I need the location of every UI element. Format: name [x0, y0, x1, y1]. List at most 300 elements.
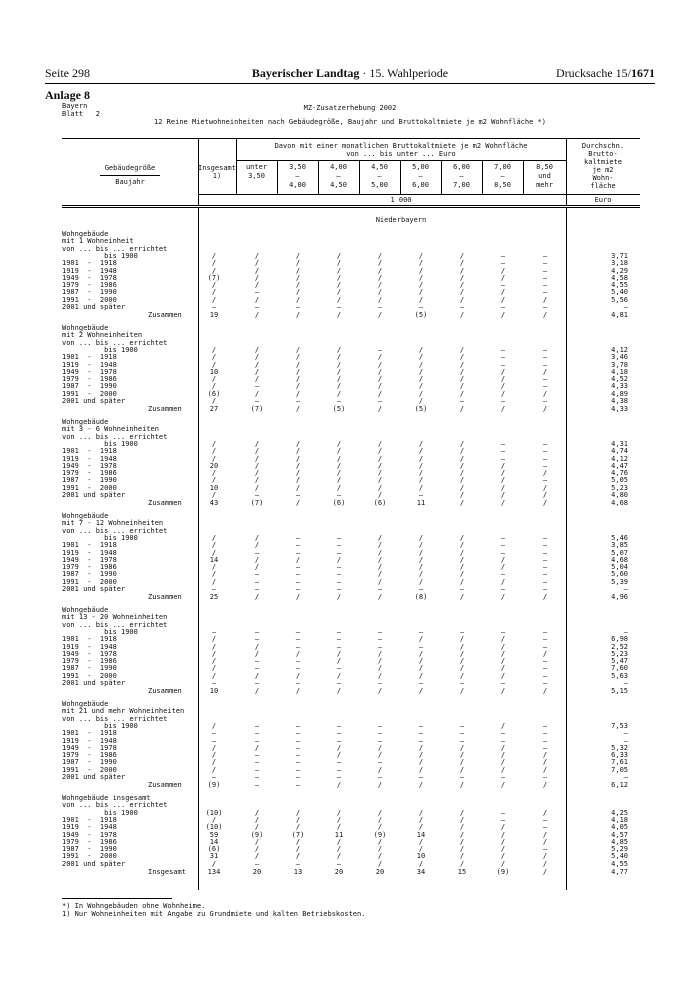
cell-value: /	[500, 758, 506, 767]
cell-value: –	[418, 627, 424, 636]
cell-value: /	[418, 360, 424, 369]
cell-value: /	[377, 555, 383, 564]
cell-value: /	[418, 808, 424, 817]
cell-value: /	[336, 281, 342, 290]
group-total-value: /	[418, 687, 424, 696]
cell-value: /	[459, 671, 465, 680]
cell-average: 6,33	[611, 751, 628, 760]
cell-total: /	[211, 454, 217, 463]
cell-value: /	[295, 360, 301, 369]
cell-average: 5,40	[611, 288, 628, 297]
cell-total: /	[211, 439, 217, 448]
cell-total: /	[211, 397, 217, 405]
cell-value: /	[377, 657, 383, 666]
group-total-value: /	[377, 311, 383, 320]
cell-average: 6,98	[611, 635, 628, 644]
cell-value: –	[295, 751, 301, 760]
group-total-value: /	[542, 499, 548, 508]
cell-value: –	[542, 281, 548, 290]
cell-average: 3,46	[611, 353, 628, 362]
cell-value: /	[459, 345, 465, 354]
group-total-value: /	[336, 311, 342, 320]
cell-value: /	[542, 758, 548, 767]
cell-value: –	[336, 303, 342, 311]
cell-value: /	[459, 281, 465, 290]
cell-average: 5,23	[611, 483, 628, 492]
cell-value: /	[295, 281, 301, 290]
cell-value: /	[377, 288, 383, 297]
cell-value: –	[295, 736, 301, 745]
cell-value: –	[254, 491, 260, 499]
group-total: 25	[209, 593, 219, 602]
cell-value: 10	[416, 852, 426, 861]
cell-value: /	[418, 476, 424, 485]
cell-value: /	[542, 830, 548, 839]
cell-value: /	[295, 389, 301, 398]
cell-value: /	[459, 461, 465, 470]
row-label: 1979 - 1986	[62, 469, 117, 478]
stub-header: Gebäudegröße	[104, 164, 156, 172]
document-number	[556, 66, 655, 81]
cell-value: /	[336, 382, 342, 391]
cell-value: /	[336, 251, 342, 260]
cell-value: –	[418, 721, 424, 730]
group-total-value: /	[459, 311, 465, 320]
cell-total: /	[211, 765, 217, 774]
cell-value: –	[542, 251, 548, 260]
cell-value: /	[459, 563, 465, 572]
cell-average: 4,18	[611, 815, 628, 824]
cell-value: /	[418, 657, 424, 666]
cell-value: /	[418, 389, 424, 398]
unit-thousand: 1 000	[390, 196, 412, 204]
row-label: 1987 - 1990	[62, 476, 117, 485]
rent-header: Davon mit einer monatlichen Bruttokaltmiete je m2 Wohnfläche	[274, 142, 528, 150]
cell-value: /	[418, 281, 424, 290]
cell-value: /	[418, 859, 424, 868]
group-average: 4,96	[611, 593, 628, 602]
cell-average: 7,05	[611, 765, 628, 774]
cell-value: /	[377, 808, 383, 817]
cell-value: –	[542, 548, 548, 557]
cell-average: 5,47	[611, 657, 628, 666]
cell-value: –	[542, 664, 548, 673]
group-total-value: /	[254, 311, 260, 320]
cell-value: –	[459, 773, 465, 781]
cell-total: /	[211, 570, 217, 579]
cell-value: /	[542, 483, 548, 492]
group-total-value: /	[295, 311, 301, 320]
cell-value: /	[377, 765, 383, 774]
cell-value: (9)	[250, 830, 264, 839]
cell-value: –	[295, 679, 301, 687]
row-label: 1901 - 1918	[62, 259, 117, 268]
row-label: bis 1900	[62, 721, 138, 730]
cell-value: /	[336, 439, 342, 448]
cell-value: –	[500, 281, 506, 290]
group-total-value: /	[459, 405, 465, 414]
cell-value: /	[542, 295, 548, 304]
cell-average: 2,52	[611, 642, 628, 651]
row-label: bis 1900	[62, 439, 138, 448]
group-total-value: /	[336, 687, 342, 696]
group-total-value: (5)	[332, 405, 346, 414]
group-heading: Wohngebäude insgesamt	[62, 794, 151, 802]
avg-header-line: je m2	[592, 166, 614, 174]
cell-value: /	[377, 266, 383, 275]
cell-value: /	[542, 859, 548, 868]
group-average: 4,77	[611, 868, 628, 876]
cell-value: /	[418, 845, 424, 854]
row-label: 1949 - 1978	[62, 743, 117, 752]
cell-total: /	[211, 382, 217, 391]
cell-value: –	[542, 533, 548, 542]
cell-value: /	[542, 852, 548, 861]
cell-value: –	[377, 303, 383, 311]
cell-value: –	[336, 533, 342, 542]
cell-value: /	[377, 367, 383, 376]
cell-value: /	[295, 649, 301, 658]
cell-value: –	[542, 642, 548, 651]
cell-average: 4,29	[611, 266, 628, 275]
cell-value: /	[418, 837, 424, 846]
cell-value: /	[254, 461, 260, 470]
cell-value: /	[418, 577, 424, 586]
rent-bin-header-line: 6,00	[412, 181, 429, 189]
cell-value: /	[418, 671, 424, 680]
group-total-value: /	[377, 405, 383, 414]
cell-value: –	[377, 585, 383, 593]
cell-total: /	[211, 548, 217, 557]
cell-value: –	[500, 808, 506, 817]
page-number: Seite 298	[45, 66, 90, 80]
group-heading: mit 21 und mehr Wohneinheiten	[62, 707, 185, 716]
group-total-value: /	[542, 868, 548, 876]
cell-average: –	[623, 585, 628, 593]
cell-total: /	[211, 345, 217, 354]
cell-value: /	[459, 548, 465, 557]
cell-value: /	[418, 439, 424, 448]
cell-value: /	[295, 345, 301, 354]
cell-value: –	[542, 679, 548, 687]
cell-value: /	[336, 483, 342, 492]
cell-value: /	[377, 837, 383, 846]
cell-value: /	[418, 570, 424, 579]
cell-value: –	[254, 635, 260, 644]
cell-value: /	[377, 664, 383, 673]
cell-value: /	[500, 852, 506, 861]
cell-value: /	[254, 353, 260, 362]
cell-value: /	[418, 635, 424, 644]
cell-value: /	[418, 382, 424, 391]
cell-total: /	[211, 266, 217, 275]
cell-value: /	[500, 642, 506, 651]
cell-value: /	[377, 852, 383, 861]
cell-value: /	[418, 555, 424, 564]
cell-value: –	[500, 454, 506, 463]
cell-total: /	[211, 671, 217, 680]
table-title: MZ-Zusatzerhebung 2002	[303, 104, 397, 112]
cell-value: /	[500, 491, 506, 499]
cell-total: /	[211, 859, 217, 868]
cell-value: –	[295, 729, 301, 738]
cell-total: –	[211, 303, 217, 311]
group-heading: Wohngebäude	[62, 418, 109, 426]
cell-value: /	[254, 281, 260, 290]
cell-average: –	[623, 736, 628, 745]
group-total-value: /	[542, 781, 548, 790]
row-label: bis 1900	[62, 251, 138, 260]
cell-value: –	[254, 657, 260, 666]
row-label: 1991 - 2000	[62, 852, 117, 861]
cell-average: 4,12	[611, 454, 628, 463]
cell-total: /	[211, 469, 217, 478]
cell-value: /	[418, 765, 424, 774]
cell-value: –	[542, 259, 548, 268]
rent-bin-header-line: –	[418, 172, 423, 180]
cell-value: –	[295, 577, 301, 586]
cell-value: /	[459, 577, 465, 586]
cell-value: /	[377, 353, 383, 362]
cell-value: /	[295, 273, 301, 282]
cell-value: /	[459, 259, 465, 268]
cell-value: /	[459, 533, 465, 542]
cell-average: 4,25	[611, 808, 628, 817]
group-total-value: /	[500, 593, 506, 602]
cell-value: /	[459, 635, 465, 644]
cell-value: (7)	[291, 830, 305, 839]
cell-value: –	[542, 353, 548, 362]
cell-value: /	[500, 577, 506, 586]
cell-value: /	[500, 461, 506, 470]
cell-value: 14	[416, 830, 426, 839]
cell-total: /	[211, 375, 217, 384]
cell-value: /	[295, 382, 301, 391]
cell-value: /	[295, 555, 301, 564]
row-label: 2001 und später	[62, 491, 126, 499]
cell-value: /	[459, 852, 465, 861]
cell-value: –	[500, 533, 506, 542]
avg-header-line: Brutto-	[588, 150, 618, 158]
cell-value: /	[377, 259, 383, 268]
cell-value: /	[295, 375, 301, 384]
cell-value: –	[295, 627, 301, 636]
cell-value: /	[459, 570, 465, 579]
cell-value: –	[500, 251, 506, 260]
cell-total: /	[211, 447, 217, 456]
cell-value: /	[377, 461, 383, 470]
group-average: 4,81	[611, 311, 628, 320]
cell-value: /	[336, 808, 342, 817]
cell-value: /	[459, 447, 465, 456]
cell-total: –	[211, 773, 217, 781]
cell-value: –	[295, 657, 301, 666]
cell-value: /	[336, 273, 342, 282]
group-total: (9)	[207, 781, 221, 790]
document-id: 1671	[631, 66, 655, 80]
cell-value: –	[500, 679, 506, 687]
cell-value: –	[542, 303, 548, 311]
cell-value: /	[254, 375, 260, 384]
cell-value: /	[500, 266, 506, 275]
group-total-label: Zusammen	[148, 311, 182, 320]
row-label: 2001 und später	[62, 303, 126, 311]
group-total-value: /	[500, 405, 506, 414]
cell-value: –	[377, 758, 383, 767]
cell-value: /	[500, 671, 506, 680]
cell-value: (9)	[373, 830, 387, 839]
cell-value: /	[542, 367, 548, 376]
group-total-value: (6)	[373, 499, 387, 508]
cell-total: –	[211, 627, 217, 636]
group-total-value: /	[500, 499, 506, 508]
group-average: 5,15	[611, 687, 628, 696]
cell-total: (10)	[205, 808, 223, 817]
group-total-value: /	[295, 405, 301, 414]
rent-bin-header-line: unter	[245, 163, 268, 171]
cell-value: –	[377, 721, 383, 730]
cell-value: /	[336, 259, 342, 268]
cell-value: /	[295, 367, 301, 376]
total-header: Insgesamt	[198, 164, 236, 172]
group-total-value: 13	[293, 868, 303, 876]
group-heading: Wohngebäude	[62, 230, 109, 238]
cell-value: –	[336, 679, 342, 687]
cell-value: /	[459, 389, 465, 398]
cell-value: /	[459, 808, 465, 817]
cell-total: /	[211, 476, 217, 485]
cell-value: –	[254, 773, 260, 781]
cell-value: /	[459, 288, 465, 297]
cell-value: –	[542, 570, 548, 579]
row-label: 1919 - 1948	[62, 454, 117, 463]
cell-average: 4,47	[611, 461, 628, 470]
cell-value: –	[377, 736, 383, 745]
cell-value: /	[295, 476, 301, 485]
cell-value: /	[500, 830, 506, 839]
row-label: 2001 und später	[62, 679, 126, 687]
cell-value: /	[377, 389, 383, 398]
group-heading: von ... bis ... errichtet	[62, 526, 168, 535]
cell-value: –	[418, 729, 424, 738]
row-label: 1987 - 1990	[62, 845, 117, 854]
cell-value: /	[254, 563, 260, 572]
footnote-rule	[62, 898, 172, 899]
cell-value: –	[500, 548, 506, 557]
group-total-value: /	[377, 781, 383, 790]
header-rule	[45, 83, 655, 84]
cell-value: /	[500, 743, 506, 752]
stub-underline	[100, 175, 160, 176]
cell-value: /	[459, 360, 465, 369]
cell-total: (7)	[207, 273, 221, 282]
cell-value: /	[542, 389, 548, 398]
group-total-value: /	[254, 593, 260, 602]
cell-value: –	[254, 303, 260, 311]
cell-value: –	[418, 303, 424, 311]
group-total-value: /	[542, 687, 548, 696]
cell-value: /	[336, 389, 342, 398]
cell-value: /	[254, 483, 260, 492]
cell-value: /	[254, 439, 260, 448]
cell-value: –	[254, 288, 260, 297]
rent-bin-header-line: –	[336, 172, 341, 180]
cell-value: –	[500, 585, 506, 593]
cell-value: –	[500, 360, 506, 369]
cell-total: /	[211, 259, 217, 268]
cell-value: /	[459, 375, 465, 384]
rent-bin-header-line: 5,00	[371, 181, 388, 189]
group-heading: von ... bis ... errichtet	[62, 714, 168, 723]
cell-value: /	[542, 751, 548, 760]
cell-total: /	[211, 251, 217, 260]
cell-value: /	[336, 823, 342, 832]
cell-value: /	[459, 743, 465, 752]
cell-value: –	[418, 491, 424, 499]
group-total-value: –	[295, 781, 301, 790]
group-total-value: /	[336, 781, 342, 790]
rent-bin-header	[318, 163, 359, 190]
cell-value: /	[418, 563, 424, 572]
cell-value: /	[295, 852, 301, 861]
table-subtitle: 12 Reine Mietwohneinheiten nach Gebäudegröße, Baujahr und Bruttokaltmiete je m2 Wohnfläche *)	[154, 118, 546, 126]
cell-value: /	[418, 367, 424, 376]
cell-value: –	[418, 736, 424, 745]
group-total-label: Zusammen	[148, 593, 182, 602]
rent-bin-header-line: 3,50	[289, 163, 306, 171]
cell-value: /	[459, 454, 465, 463]
group-average: 4,33	[611, 405, 628, 414]
group-total-value: –	[254, 781, 260, 790]
cell-value: –	[254, 397, 260, 405]
cell-value: –	[254, 751, 260, 760]
cell-value: /	[254, 649, 260, 658]
row-label: 2001 und später	[62, 773, 126, 781]
cell-total: /	[211, 815, 217, 824]
group-total-value: /	[500, 781, 506, 790]
cell-average: –	[623, 627, 628, 636]
cell-value: /	[295, 461, 301, 470]
cell-value: /	[500, 288, 506, 297]
cell-value: /	[500, 483, 506, 492]
cell-value: –	[336, 758, 342, 767]
row-label: bis 1900	[62, 808, 138, 817]
cell-value: /	[295, 837, 301, 846]
rent-bin-header-line: –	[377, 172, 382, 180]
cell-value: /	[500, 375, 506, 384]
cell-value: /	[418, 447, 424, 456]
cell-value: –	[254, 859, 260, 868]
cell-value: /	[336, 461, 342, 470]
cell-total: /	[211, 743, 217, 752]
cell-value: /	[459, 266, 465, 275]
group-total-value: /	[459, 499, 465, 508]
cell-value: /	[254, 533, 260, 542]
cell-average: 5,05	[611, 476, 628, 485]
cell-value: /	[459, 758, 465, 767]
cell-value: –	[254, 679, 260, 687]
cell-value: –	[377, 397, 383, 405]
cell-value: –	[336, 729, 342, 738]
group-total-value: (7)	[250, 405, 264, 414]
cell-value: –	[542, 729, 548, 738]
cell-value: /	[418, 664, 424, 673]
cell-value: /	[377, 476, 383, 485]
cell-value: /	[459, 859, 465, 868]
cell-value: /	[459, 483, 465, 492]
group-total-value: 20	[334, 868, 344, 876]
cell-value: /	[336, 815, 342, 824]
